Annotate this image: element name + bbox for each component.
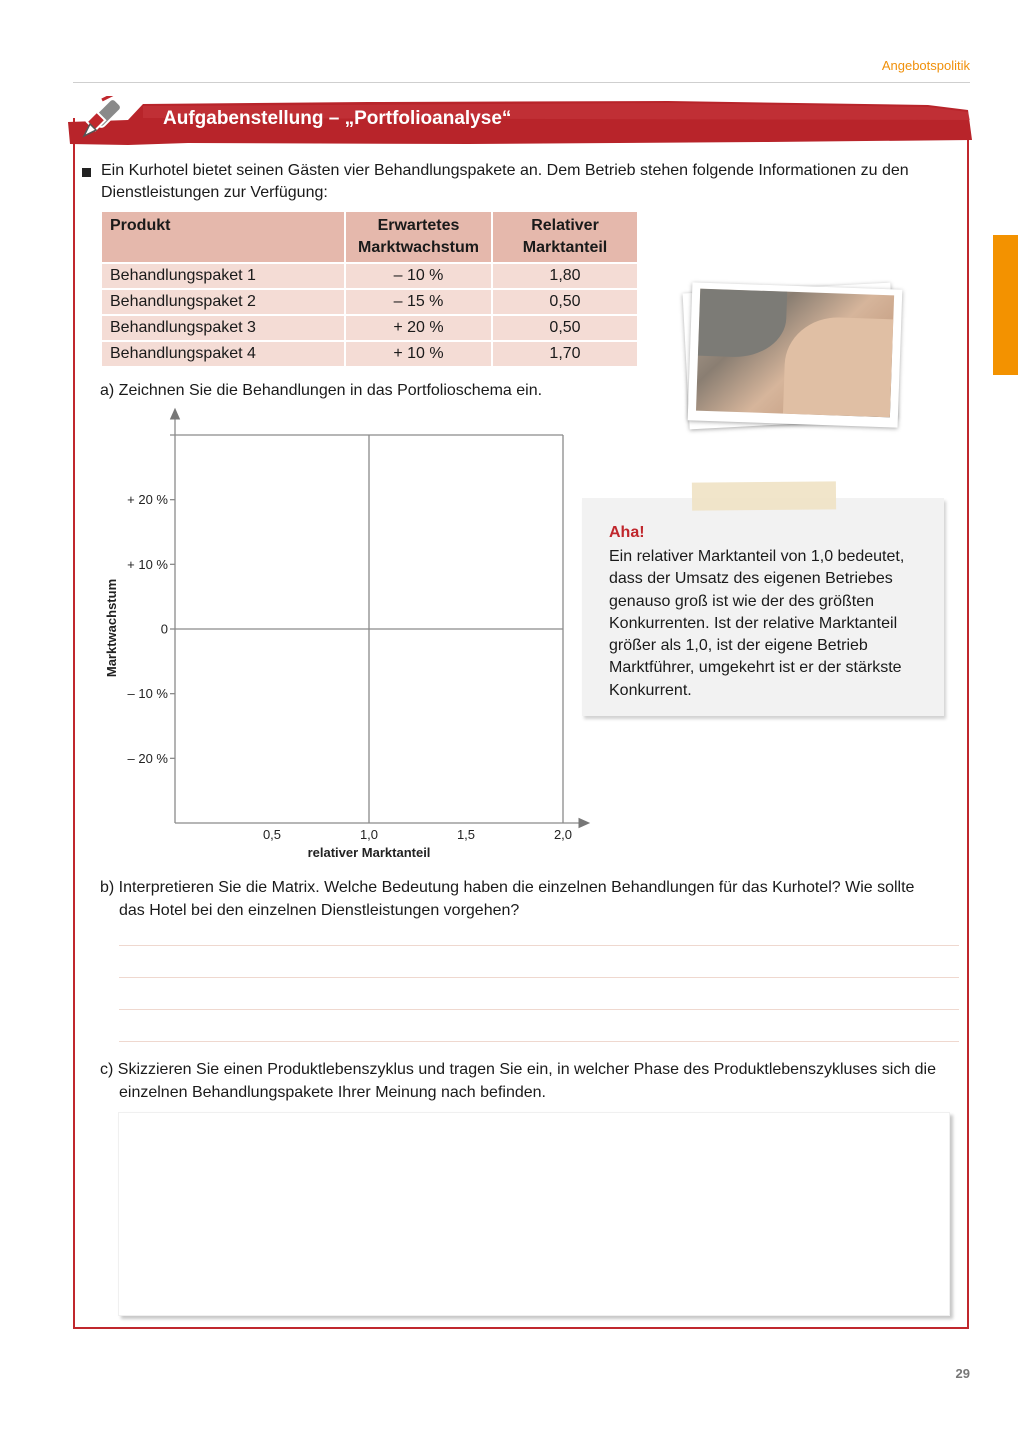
photo-detail — [698, 289, 788, 359]
note-body: Ein relativer Marktanteil von 1,0 bedeutet, dass der Umsatz des eigenen Betriebes genauso groß ist wie der des größten Konkurrenten. Ist der relative Marktanteil größer als 1,0, ist der eigene Betrieb Marktführer, umgekehrt ist er der stärkste Konkurrent. — [609, 548, 905, 699]
y-tick-label: + 20 % — [127, 492, 168, 508]
spa-photo — [686, 284, 904, 430]
cell-growth: – 10 % — [345, 263, 492, 289]
table-header-row — [101, 211, 638, 263]
question-b — [100, 876, 960, 922]
x-tick-label: 1,0 — [359, 827, 379, 842]
cell-growth: + 10 % — [345, 341, 492, 367]
header-product: Produkt — [101, 211, 345, 263]
x-tick-label: 1,5 — [456, 827, 476, 842]
question-a: a) Zeichnen Sie die Behandlungen in das Portfolioschema ein. — [100, 382, 543, 399]
table-row — [101, 263, 638, 289]
pen-icon — [78, 96, 134, 144]
cell-product: Behandlungspaket 4 — [101, 341, 345, 367]
running-head: Angebotspolitik — [881, 58, 970, 73]
cell-product: Behandlungspaket 3 — [101, 315, 345, 341]
table-row — [101, 315, 638, 341]
question-c-line2: einzelnen Behandlungspakete Ihrer Meinung nach befinden. — [119, 1084, 546, 1101]
header-rule — [73, 82, 970, 83]
cell-share: 1,80 — [492, 263, 638, 289]
question-c-line1: c) Skizzieren Sie einen Produktlebenszyklus und tragen Sie ein, in welcher Phase des Produktlebenszykluses sich die — [100, 1061, 937, 1078]
sketch-area[interactable] — [118, 1112, 950, 1316]
page-number: 29 — [955, 1366, 970, 1381]
bullet-icon — [82, 168, 91, 177]
answer-line[interactable] — [119, 1041, 959, 1042]
table-row — [101, 289, 638, 315]
chapter-thumb-tab — [993, 235, 1018, 375]
cell-growth: – 15 % — [345, 289, 492, 315]
answer-line[interactable] — [119, 945, 959, 946]
cell-share: 1,70 — [492, 341, 638, 367]
note-title: Aha! — [609, 524, 645, 541]
y-axis-label: Marktwachstum — [104, 578, 119, 678]
header-market-share: Relativer Marktanteil — [492, 211, 638, 263]
tape-strip — [692, 481, 836, 510]
photo-image — [696, 289, 894, 418]
photo-detail — [783, 316, 893, 417]
y-tick-label: – 10 % — [127, 686, 168, 702]
portfolio-chart[interactable] — [100, 405, 600, 875]
y-tick-label: 0 — [160, 621, 168, 637]
question-b-line1: b) Interpretieren Sie die Matrix. Welche Bedeutung haben die einzelnen Behandlungen für das Kurhotel? Wie sollte — [100, 879, 915, 896]
intro-text: Ein Kurhotel bietet seinen Gästen vier Behandlungspakete an. Dem Betrieb stehen folgende Informationen zu den Dienstleistungen zur Verfügung: — [101, 162, 909, 201]
question-b-line2: das Hotel bei den einzelnen Dienstleistungen vorgehen? — [119, 902, 520, 919]
x-tick-label: 2,0 — [553, 827, 573, 842]
cell-product: Behandlungspaket 2 — [101, 289, 345, 315]
table-row — [101, 341, 638, 367]
header-market-growth: Erwartetes Marktwachstum — [345, 211, 492, 263]
cell-growth: + 20 % — [345, 315, 492, 341]
cell-product: Behandlungspaket 1 — [101, 263, 345, 289]
cell-share: 0,50 — [492, 289, 638, 315]
task-intro — [82, 160, 952, 204]
x-axis-label: relativer Marktanteil — [307, 845, 431, 860]
task-title: Aufgabenstellung – „Portfolioanalyse“ — [163, 108, 512, 129]
answer-line[interactable] — [119, 977, 959, 978]
cell-share: 0,50 — [492, 315, 638, 341]
product-table — [100, 210, 639, 368]
answer-line[interactable] — [119, 1009, 959, 1010]
y-tick-label: + 10 % — [127, 556, 168, 572]
question-c — [100, 1058, 970, 1104]
y-tick-label: – 20 % — [127, 750, 168, 766]
x-tick-label: 0,5 — [262, 827, 282, 842]
photo-front-print — [688, 282, 903, 427]
